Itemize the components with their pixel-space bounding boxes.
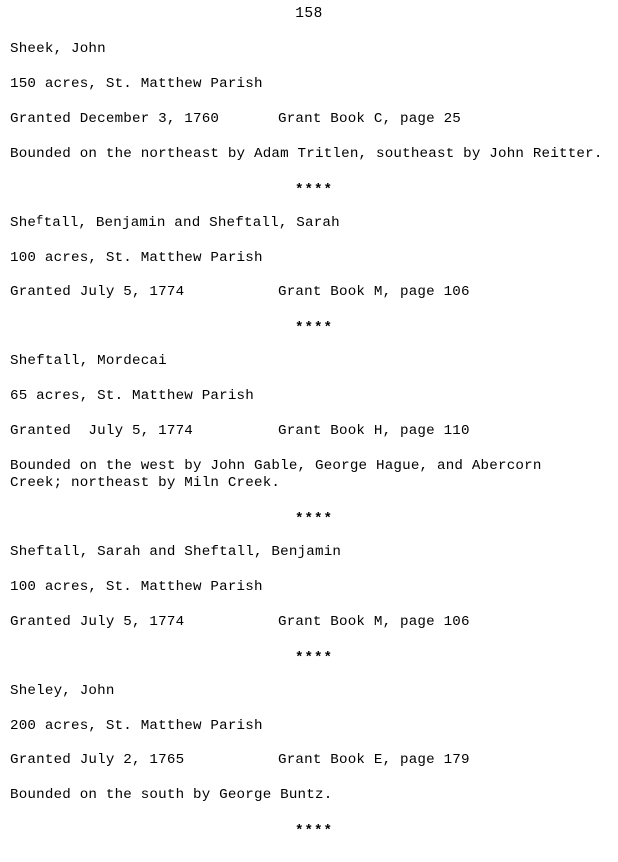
entry-acreage-parish: 65 acres, St. Matthew Parish: [10, 388, 254, 405]
entry-grant-date: Granted July 5, 1774: [10, 613, 185, 630]
entry-boundaries: Bounded on the west by John Gable, George Hague, and Abercorn: [10, 458, 542, 475]
land-grant-entry: [10, 213, 608, 301]
entry-acreage-parish: 100 acres, St. Matthew Parish: [10, 249, 263, 266]
entry-separator: [10, 650, 608, 666]
entry-grant-record: [10, 753, 608, 768]
entry-grant-record: [10, 112, 608, 127]
entry-grantee-name: [10, 213, 608, 231]
land-grant-entry: [10, 354, 608, 491]
land-grant-entry: [10, 42, 608, 162]
entry-grantee-name: Sheley, John: [10, 682, 115, 699]
entry-separator: [10, 320, 608, 336]
entry-grant-book: Grant Book M, page 106: [278, 284, 470, 301]
page-number: 158: [295, 6, 323, 22]
entry-grant-record: [10, 615, 608, 630]
entry-separator-text: ****: [294, 649, 334, 666]
entry-boundaries: Bounded on the northeast by Adam Tritlen, southeast by John Reitter.: [10, 145, 603, 162]
entry-name-prefix: She: [10, 214, 37, 231]
entry-grantee-name: Sheek, John: [10, 41, 106, 57]
entry-grant-book: Grant Book H, page 110: [278, 423, 470, 440]
entry-grant-date: Granted July 5, 1774: [10, 423, 193, 440]
entry-grant-date: Granted December 3, 1760: [10, 110, 220, 127]
entry-boundaries: Bounded on the south by George Buntz.: [10, 787, 333, 804]
entry-separator: [10, 182, 608, 198]
entry-separator: [10, 823, 608, 839]
entry-separator-text: ****: [294, 823, 334, 840]
entry-grant-date: Granted July 2, 1765: [10, 752, 185, 769]
land-grant-entries: [0, 42, 618, 839]
entry-grant-book: Grant Book C, page 25: [278, 110, 461, 127]
document-page: [0, 6, 618, 862]
entry-grant-record: [10, 424, 608, 439]
entry-acreage-parish: 200 acres, St. Matthew Parish: [10, 717, 263, 734]
entry-separator-text: ****: [294, 320, 334, 337]
entry-name-raised-letter: f: [36, 213, 44, 228]
entry-separator-text: ****: [294, 510, 334, 527]
entry-grant-record: [10, 285, 608, 300]
land-grant-entry: [10, 545, 608, 630]
entry-grantee-name: Sheftall, Mordecai: [10, 353, 167, 370]
entry-grant-book: Grant Book E, page 179: [278, 752, 470, 769]
entry-acreage-parish: 100 acres, St. Matthew Parish: [10, 578, 263, 595]
entry-acreage-parish: 150 acres, St. Matthew Parish: [10, 75, 263, 92]
entry-grant-date: Granted July 5, 1774: [10, 284, 185, 301]
entry-grantee-name: Sheftall, Sarah and Sheftall, Benjamin: [10, 543, 342, 560]
land-grant-entry: [10, 684, 608, 804]
entry-name-suffix: tall, Benjamin and Sheftall, Sarah: [43, 214, 340, 231]
entry-separator: [10, 511, 608, 527]
entry-separator-text: ****: [294, 181, 334, 198]
entry-grant-book: Grant Book M, page 106: [278, 613, 470, 630]
entry-boundaries-continued: Creek; northeast by Miln Creek.: [10, 474, 281, 491]
